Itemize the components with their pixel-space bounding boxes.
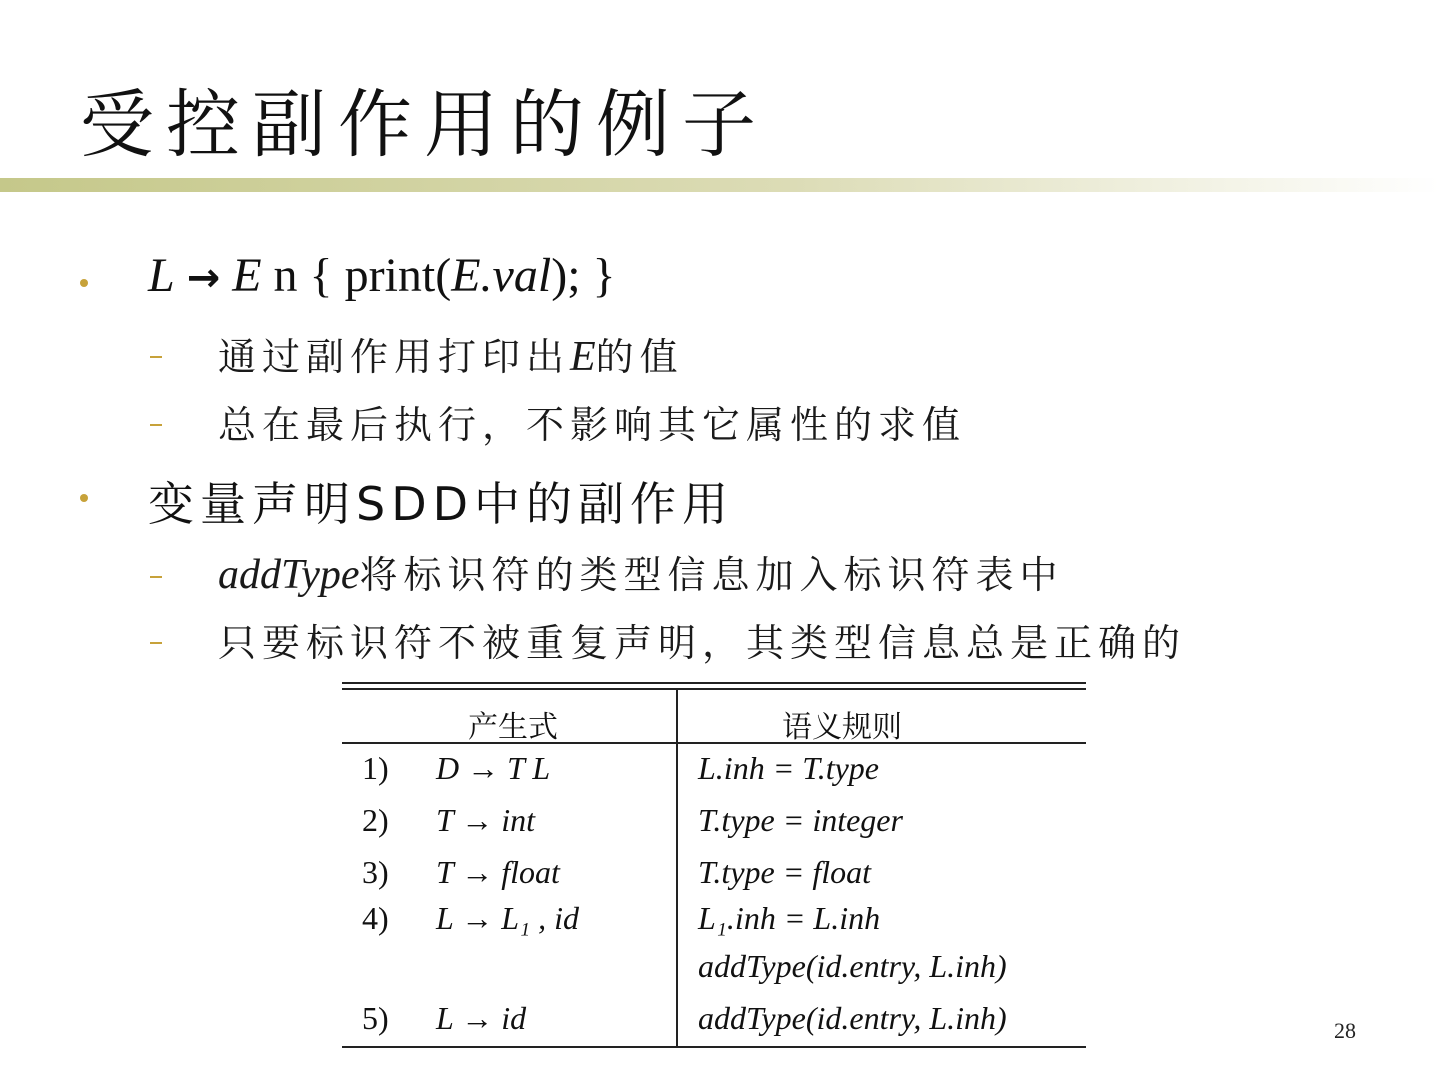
table-column-divider — [676, 688, 678, 1048]
row-rule-continued: addType(id.entry, L.inh) — [698, 948, 1007, 984]
sub-bullet-type-correct: 只要标识符不被重复声明，其类型信息总是正确的 — [218, 621, 1187, 665]
row-number: 5) — [362, 1000, 389, 1036]
row-production: T → int — [436, 802, 535, 838]
table-top-rule — [342, 682, 1086, 684]
table-top-rule — [342, 688, 1086, 690]
symbol-E: E — [232, 249, 262, 302]
bullet-sdd-side-effect: 变量声明SDD中的副作用 — [148, 477, 735, 531]
sub-bullet-print-e — [218, 326, 684, 381]
row-rule: L₁.inh = L.inh — [698, 900, 881, 936]
row-number: 3) — [362, 854, 389, 890]
symbol-L: L — [148, 249, 175, 302]
sub-text: 通过副作用打印出 — [218, 335, 571, 379]
sdd-table — [342, 680, 1086, 1052]
row-production: L → id — [436, 1000, 527, 1036]
slide-title: 受控副作用的例子 — [80, 82, 768, 168]
row-rule: T.type = integer — [698, 802, 903, 838]
row-rule: T.type = float — [698, 854, 871, 890]
e-val: E.val — [451, 249, 552, 302]
row-number: 4) — [362, 900, 389, 936]
table-header-rule — [342, 742, 1086, 744]
row-number: 1) — [362, 750, 389, 786]
sub-bullet-executed-last: 总在最后执行，不影响其它属性的求值 — [218, 403, 967, 447]
sub-dash — [150, 576, 162, 578]
addtype-term: addType — [218, 552, 360, 598]
title-underline — [0, 178, 1440, 192]
sub-text: 的值 — [595, 335, 684, 379]
row-production: T → float — [436, 854, 560, 890]
print-suffix: ); } — [551, 249, 616, 302]
sub-bullet-addtype — [218, 544, 1064, 599]
print-prefix: n { print( — [261, 249, 452, 302]
row-production: L → L₁ , id — [436, 900, 580, 936]
row-rule: addType(id.entry, L.inh) — [698, 1000, 1007, 1036]
table-bottom-rule — [342, 1046, 1086, 1048]
sub-dash — [150, 356, 162, 358]
header-production: 产生式 — [468, 710, 558, 745]
header-semantic-rule: 语义规则 — [782, 710, 902, 745]
row-number: 2) — [362, 802, 389, 838]
bullet-dot — [80, 279, 88, 287]
bullet-dot — [80, 494, 88, 502]
sub-dash — [150, 642, 162, 644]
bullet-production-L-to-En — [148, 248, 616, 303]
row-rule: L.inh = T.type — [698, 750, 879, 786]
sub-dash — [150, 424, 162, 426]
symbol-E: E — [570, 334, 596, 380]
page-number: 28 — [1334, 1018, 1356, 1043]
row-production: D → T L — [436, 750, 551, 786]
arrow: → — [186, 255, 221, 301]
sub-text: 将标识符的类型信息加入标识符表中 — [359, 553, 1064, 597]
